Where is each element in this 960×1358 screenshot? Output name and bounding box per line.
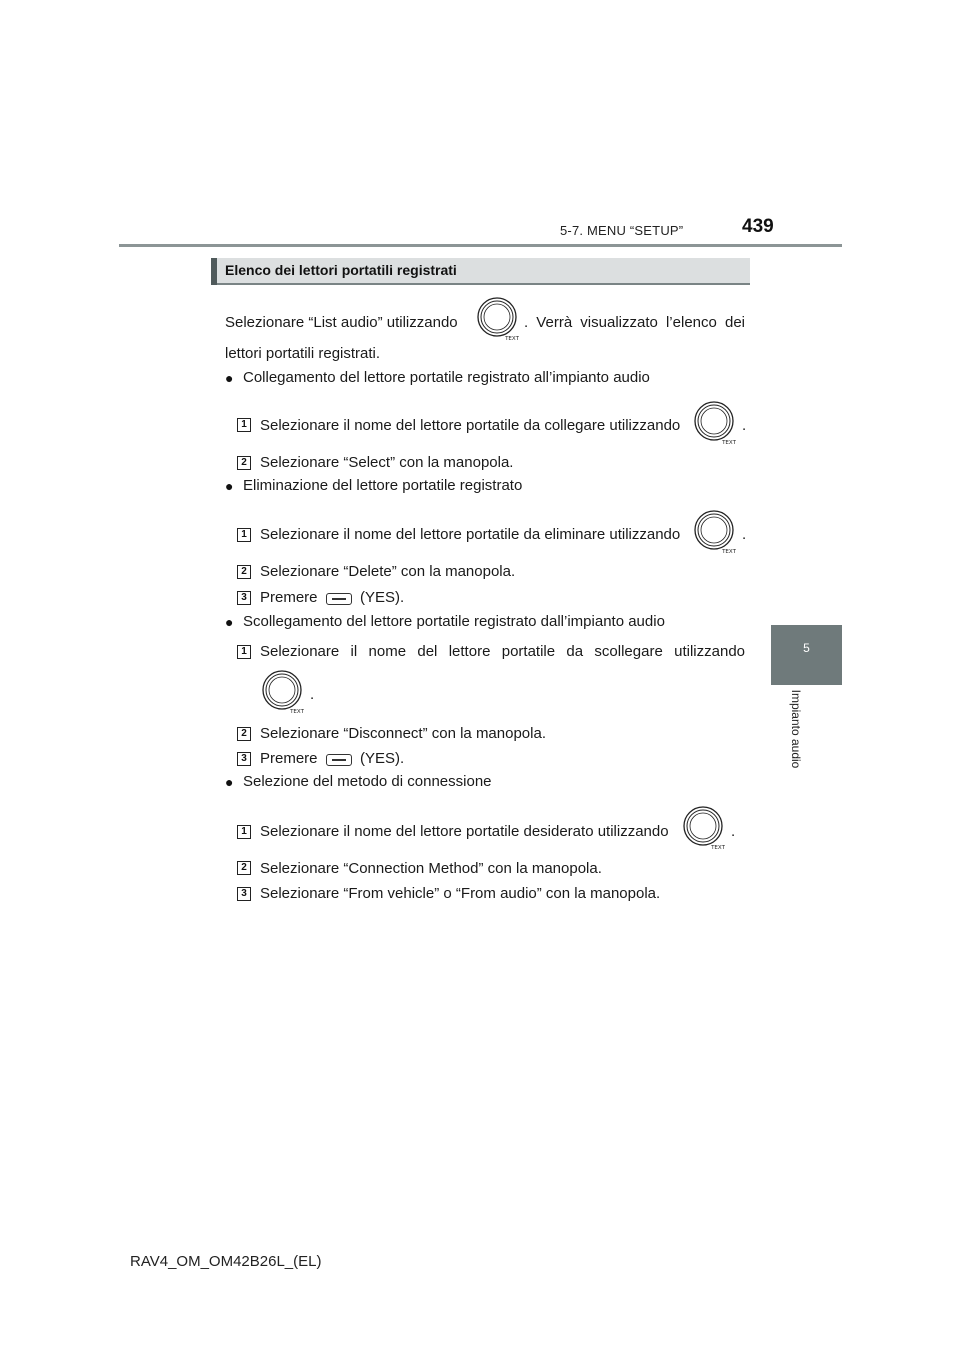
tune-knob-icon	[694, 401, 738, 445]
tune-knob-icon	[477, 297, 521, 341]
step-text: Selezionare il nome del lettore portatile da eliminare utilizzando	[260, 526, 681, 543]
section-heading-accent	[211, 258, 217, 285]
tune-knob-icon	[262, 670, 306, 714]
step-text: Premere	[260, 750, 318, 767]
knob-graphic	[262, 670, 306, 714]
step-text: Selezionare “Disconnect” con la manopola.	[260, 725, 546, 742]
group-heading: Collegamento del lettore portatile registrato all’impianto audio	[243, 369, 650, 386]
knob-label: TEXT	[722, 549, 736, 554]
bullet-icon: ●	[225, 370, 234, 386]
bullet-icon: ●	[225, 478, 234, 494]
document-code: RAV4_OM_OM42B26L_(EL)	[130, 1253, 322, 1270]
group-heading: Selezione del metodo di connessione	[243, 773, 492, 790]
header-rule	[119, 244, 842, 247]
step-text: Selezionare il nome del lettore portatile desiderato utilizzando	[260, 823, 669, 840]
button-icon	[326, 593, 352, 605]
step-suffix: .	[742, 417, 747, 434]
intro-text-c: lettori portatili registrati.	[225, 345, 381, 362]
group-heading: Eliminazione del lettore portatile registrato	[243, 477, 523, 494]
step-number: 2	[237, 727, 251, 741]
step-number: 1	[237, 418, 251, 432]
knob-label: TEXT	[505, 336, 519, 341]
step-text: Selezionare “From vehicle” o “From audio” con la manopola.	[260, 885, 661, 902]
tune-knob-icon	[683, 806, 727, 850]
step-number: 3	[237, 752, 251, 766]
knob-graphic	[477, 297, 521, 341]
knob-graphic	[694, 401, 738, 445]
running-header-section: 5-7. MENU “SETUP”	[560, 223, 684, 238]
step-number: 1	[237, 825, 251, 839]
step-text: Selezionare “Connection Method” con la manopola.	[260, 860, 602, 877]
knob-label: TEXT	[711, 845, 725, 850]
step-number: 3	[237, 591, 251, 605]
section-title: Elenco dei lettori portatili registrati	[225, 262, 457, 278]
knob-label: TEXT	[722, 440, 736, 445]
step-number: 2	[237, 565, 251, 579]
button-icon	[326, 754, 352, 766]
chapter-number: 5	[803, 641, 810, 655]
step-text: Selezionare il nome del lettore portatile da scollegare utilizzando	[260, 643, 745, 660]
step-text: (YES).	[360, 589, 405, 606]
step-number: 1	[237, 528, 251, 542]
knob-label: TEXT	[290, 709, 304, 714]
step-text: Selezionare “Select” con la manopola.	[260, 454, 514, 471]
step-number: 2	[237, 861, 251, 875]
step-suffix: .	[742, 526, 747, 543]
step-text: (YES).	[360, 750, 405, 767]
step-number: 1	[237, 645, 251, 659]
step-text: Selezionare il nome del lettore portatile da collegare utilizzando	[260, 417, 681, 434]
bullet-icon: ●	[225, 774, 234, 790]
chapter-tab	[771, 625, 842, 685]
group-heading: Scollegamento del lettore portatile registrato dall’impianto audio	[243, 613, 665, 630]
step-number: 2	[237, 456, 251, 470]
step-number: 3	[237, 887, 251, 901]
step-text: Premere	[260, 589, 318, 606]
intro-text-b: . Verrà visualizzato l’elenco dei	[524, 314, 745, 331]
knob-graphic	[683, 806, 727, 850]
step-text: Selezionare “Delete” con la manopola.	[260, 563, 516, 580]
tune-knob-icon	[694, 510, 738, 554]
page-number: 439	[742, 216, 774, 237]
bullet-icon: ●	[225, 614, 234, 630]
step-suffix: .	[731, 823, 736, 840]
chapter-label: Impianto audio	[789, 689, 803, 769]
step-suffix: .	[310, 686, 315, 703]
intro-text-a: Selezionare “List audio” utilizzando	[225, 314, 458, 331]
knob-graphic	[694, 510, 738, 554]
